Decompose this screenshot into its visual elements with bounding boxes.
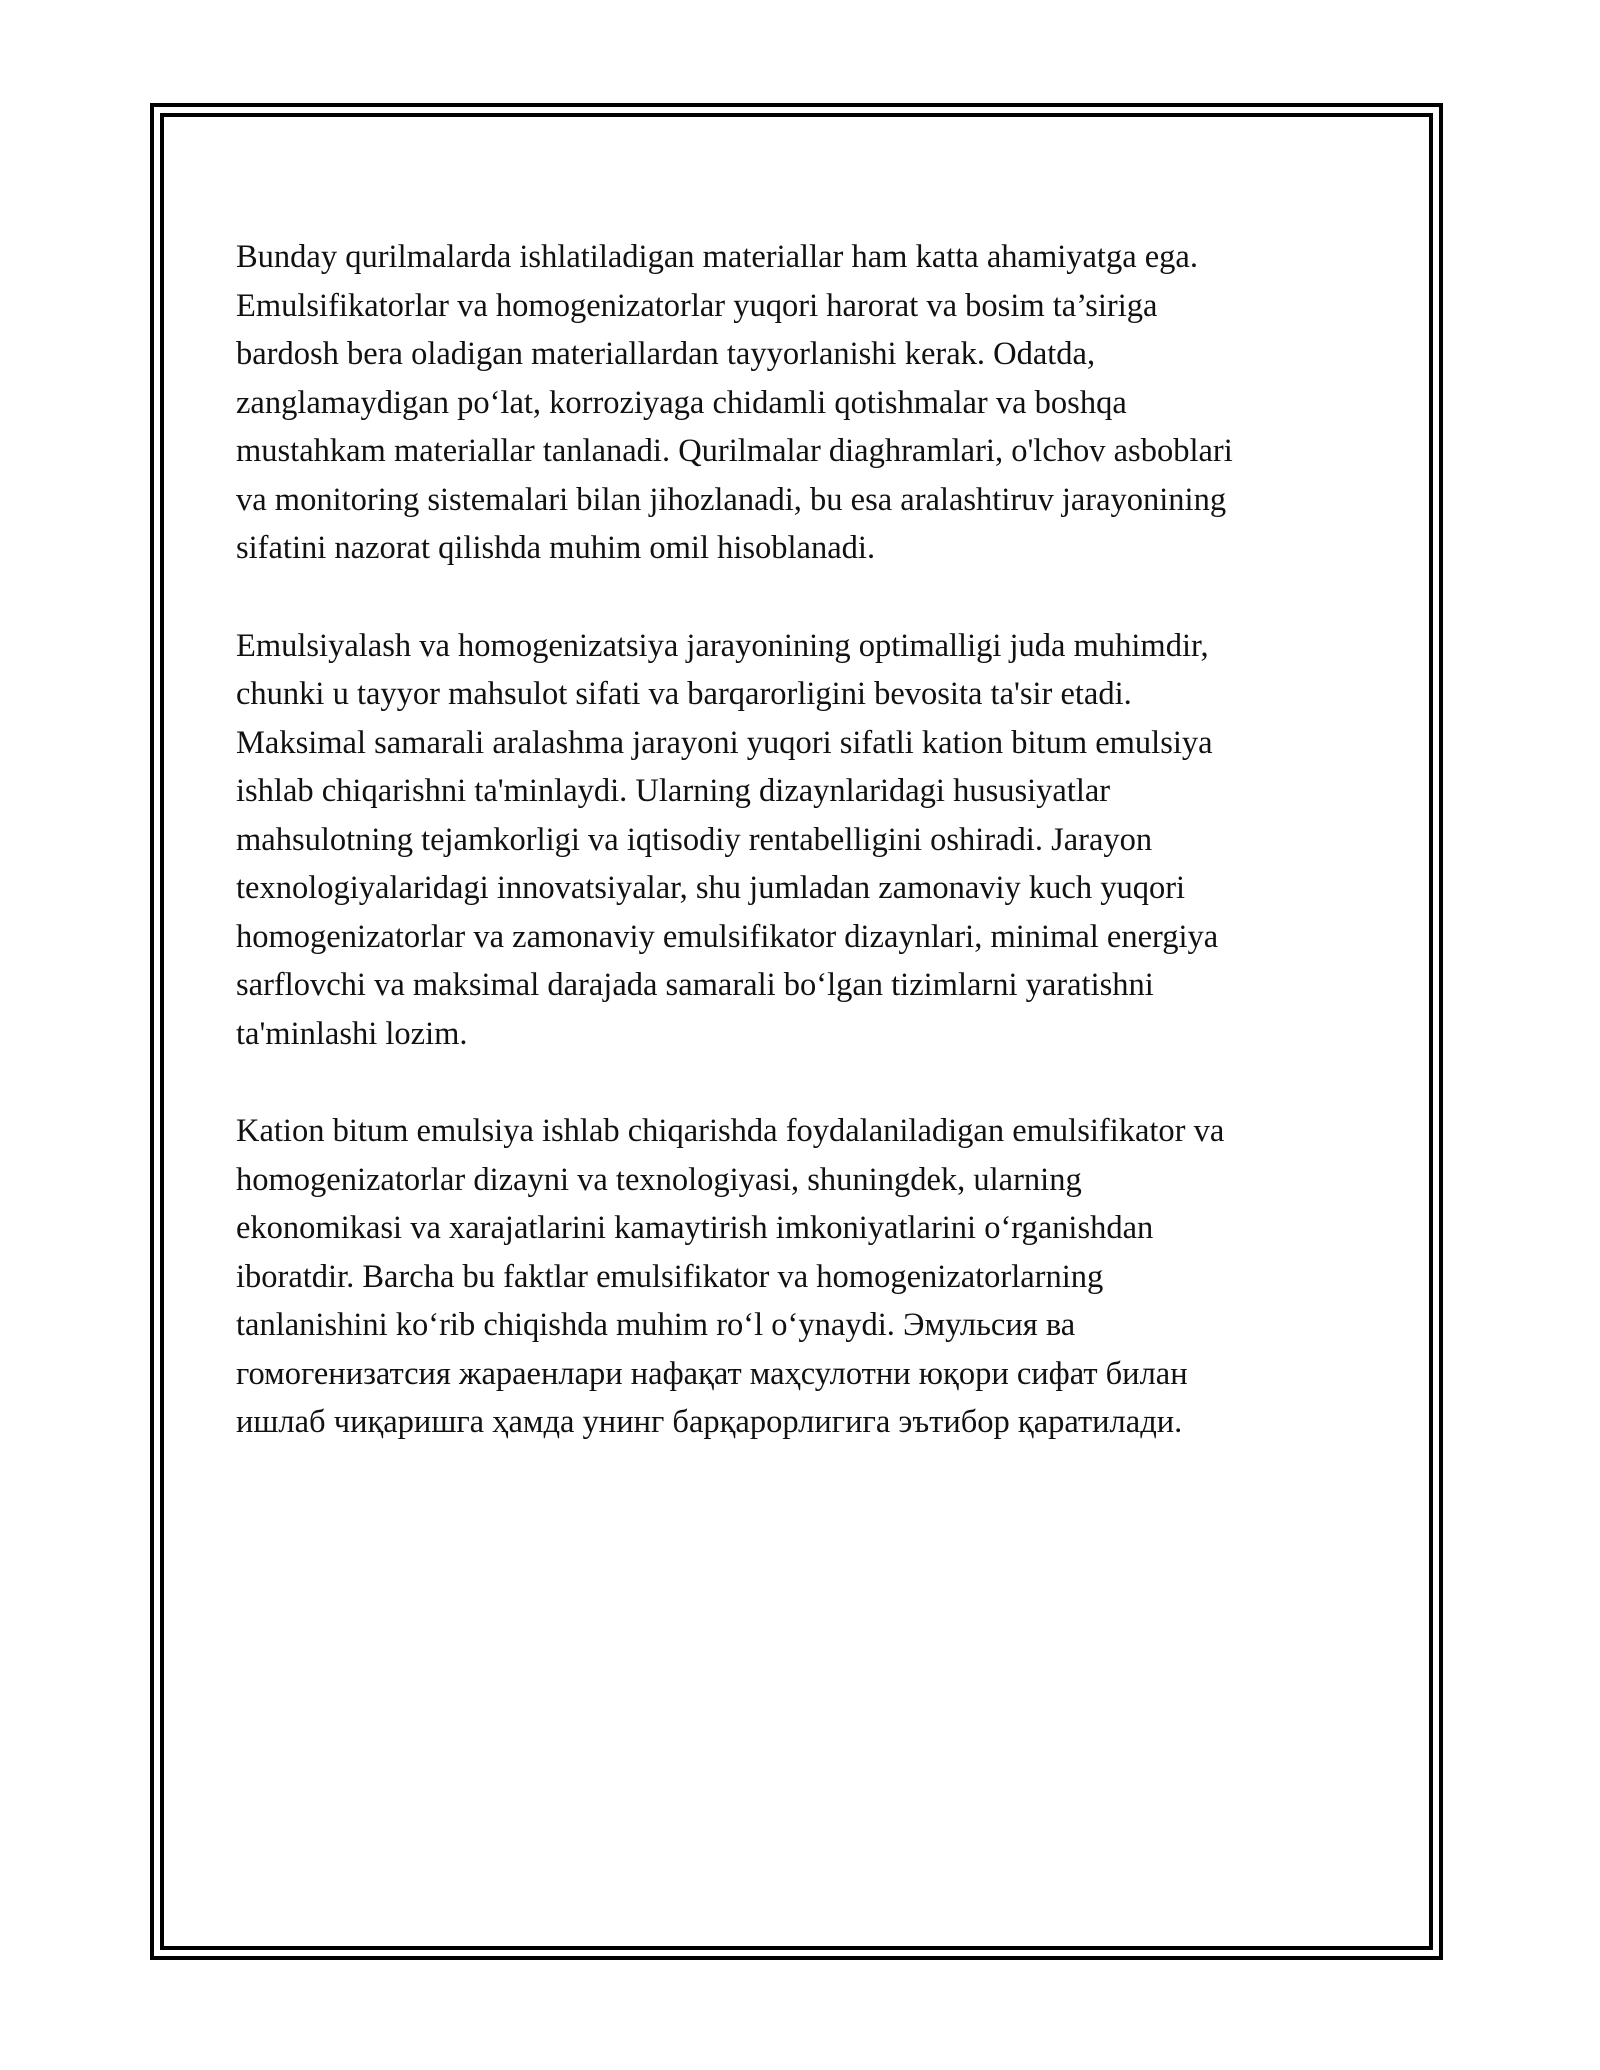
paragraph-line: bardosh bera oladigan materiallardan tayyorlanishi kerak. Odatda,	[236, 336, 1096, 372]
paragraph-line: mustahkam materiallar tanlanadi. Qurilmalar diaghramlari, o'lchov asboblari	[236, 433, 1233, 469]
paragraph-2	[236, 622, 1386, 1059]
paragraph-line: tanlanishini koʻrib chiqishda muhim roʻl oʻynaydi. Эмульсия ва	[236, 1307, 1076, 1343]
paragraph-line: homogenizatorlar va zamonaviy emulsifikator dizaynlari, minimal energiya	[236, 918, 1219, 955]
paragraph-line: гомогенизатсия жараенлари нафақат маҳсулотни юқори сифат билан	[236, 1355, 1188, 1392]
paragraph-line: mahsulotning tejamkorligi va iqtisodiy rentabelligini oshiradi. Jarayon	[236, 821, 1153, 858]
paragraph-line: zanglamaydigan poʻlat, korroziyaga chidamli qotishmalar va boshqa	[236, 384, 1127, 421]
paragraph-line: Kation bitum emulsiya ishlab chiqarishda foydalaniladigan emulsifikator va	[236, 1113, 1225, 1149]
paragraph-line: ekonomikasi va xarajatlarini kamaytirish imkoniyatlarini oʻrganishdan	[236, 1210, 1154, 1246]
paragraph-line: sarflovchi va maksimal darajada samarali boʻlgan tizimlarni yaratishni	[236, 967, 1154, 1003]
document-body	[236, 233, 1386, 1496]
paragraph-line: homogenizatorlar dizayni va texnologiyasi, shuningdek, ularning	[236, 1161, 1082, 1198]
paragraph-line: Emulsiyalash va homogenizatsiya jarayonining optimalligi juda muhimdir,	[236, 627, 1209, 664]
paragraph-line: sifatini nazorat qilishda muhim omil hisoblanadi.	[236, 530, 876, 566]
paragraph-line: Bunday qurilmalarda ishlatiladigan materiallar ham katta ahamiyatga ega.	[236, 239, 1198, 275]
paragraph-line: Maksimal samarali aralashma jarayoni yuqori sifatli kation bitum emulsiya	[236, 724, 1213, 761]
paragraph-3	[236, 1107, 1386, 1447]
paragraph-line: texnologiyalaridagi innovatsiyalar, shu jumladan zamonaviy kuch yuqori	[236, 870, 1186, 906]
paragraph-line: chunki u tayyor mahsulot sifati va barqarorligini bevosita ta'sir etadi.	[236, 676, 1132, 712]
paragraph-line: va monitoring sistemalari bilan jihozlanadi, bu esa aralashtiruv jarayonining	[236, 481, 1227, 518]
paragraph-line: Emulsifikatorlar va homogenizatorlar yuqori harorat va bosim ta’siriga	[236, 287, 1158, 324]
paragraph-line: ishlab chiqarishni ta'minlaydi. Ularning dizaynlaridagi hususiyatlar	[236, 773, 1111, 809]
paragraph-line: iboratdir. Barcha bu faktlar emulsifikator va homogenizatorlarning	[236, 1258, 1104, 1295]
paragraph-line: ишлаб чиқаришга ҳамда унинг барқарорлигига эътибор қаратилади.	[236, 1404, 1183, 1440]
paragraph-1	[236, 233, 1386, 573]
paragraph-line: ta'minlashi lozim.	[236, 1015, 468, 1052]
